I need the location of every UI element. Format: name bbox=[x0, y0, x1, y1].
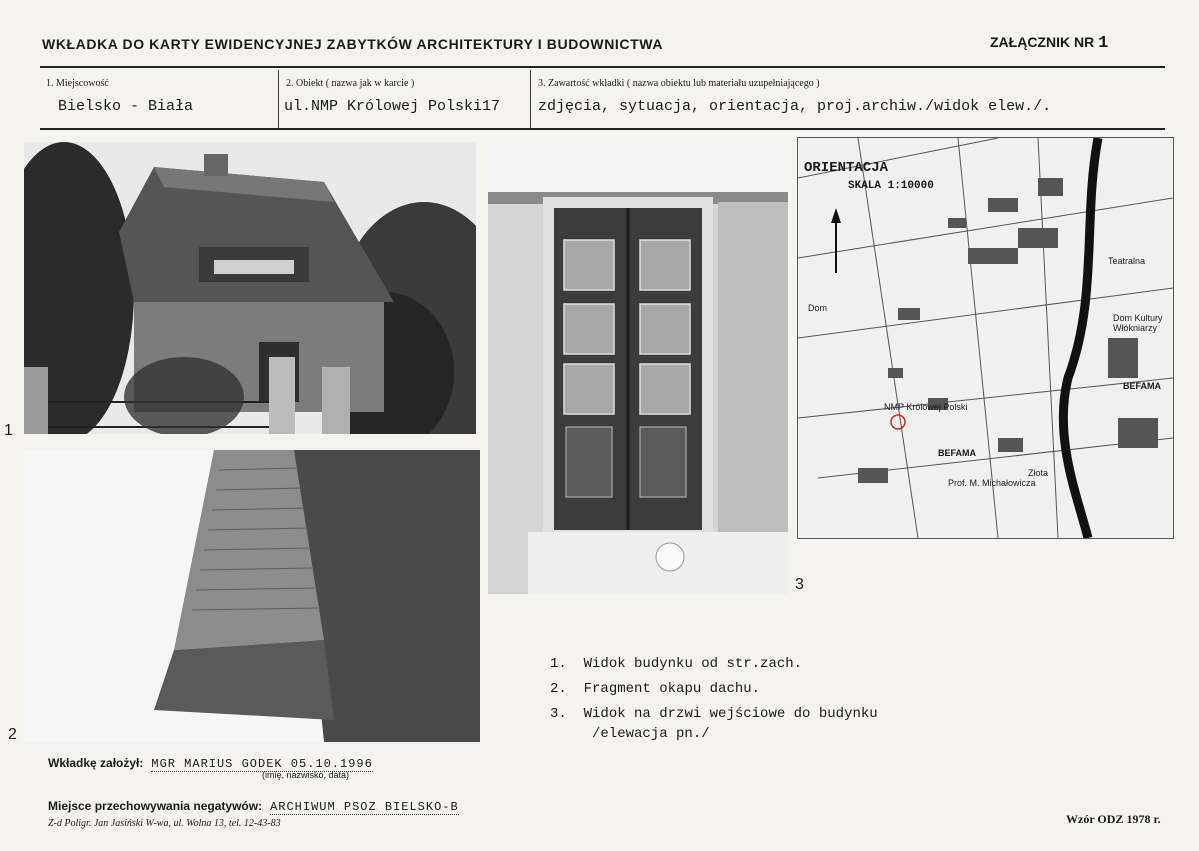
caption-text: Widok budynku od str.zach. bbox=[583, 656, 803, 672]
photo-captions bbox=[550, 652, 878, 741]
printer-info: Z-d Poligr. Jan Jasiński W-wa, ul. Wolna 13, tel. 12-43-83 bbox=[48, 818, 281, 829]
caption-row bbox=[550, 727, 878, 741]
map-label-befama-1: BEFAMA bbox=[1123, 381, 1161, 391]
fields-bottom-rule bbox=[40, 128, 1165, 130]
field-contents bbox=[532, 70, 1165, 128]
top-rule bbox=[40, 66, 1165, 68]
annex-label-text: ZAŁĄCZNIK NR bbox=[990, 34, 1095, 50]
founder-hint: (imię, nazwisko, data) bbox=[262, 770, 350, 780]
photo-entrance-door bbox=[488, 142, 788, 594]
photo-eave-fragment bbox=[24, 450, 480, 742]
storage-line bbox=[48, 797, 459, 815]
caption-row bbox=[550, 677, 878, 702]
map-label-zlota: Złota bbox=[1028, 468, 1049, 478]
annex-number: 1 bbox=[1098, 34, 1109, 53]
map-title: ORIENTACJA bbox=[804, 160, 889, 176]
map-label-befama-2: BEFAMA bbox=[938, 448, 976, 458]
caption-number: 1. bbox=[550, 656, 567, 672]
field-object bbox=[280, 70, 531, 128]
founder-label: Wkładkę założył: bbox=[48, 756, 144, 770]
storage-label: Miejsce przechowywania negatywów: bbox=[48, 799, 263, 813]
field-object-label: 2. Obiekt ( nazwa jak w karcie ) bbox=[286, 78, 415, 89]
map-label-culture-house: Dom Kultury Włókniarzy bbox=[1113, 313, 1163, 333]
caption-row bbox=[550, 702, 878, 727]
founder-value: MGR MARIUS GODEK 05.10.1996 bbox=[151, 757, 373, 771]
photo3-number: 3 bbox=[795, 576, 804, 593]
field-locality-value: Bielsko - Biała bbox=[58, 98, 194, 115]
map-label-teatralna: Teatralna bbox=[1108, 256, 1146, 266]
photo-house-west bbox=[24, 142, 476, 434]
orientation-map bbox=[797, 137, 1174, 539]
annex-label bbox=[990, 34, 1108, 53]
field-locality-label: 1. Miejscowość bbox=[46, 78, 109, 89]
caption-number: 2. bbox=[550, 681, 567, 697]
photo1-number: 1 bbox=[4, 422, 13, 439]
form-title: WKŁADKA DO KARTY EWIDENCYJNEJ ZABYTKÓW ARCHITEKTURY I BUDOWNICTWA bbox=[42, 36, 664, 52]
field-contents-value: zdjęcia, sytuacja, orientacja, proj.archiw./widok elew./. bbox=[538, 98, 1052, 115]
field-object-value: ul.NMP Królowej Polski17 bbox=[284, 98, 501, 115]
caption-text: Fragment okapu dachu. bbox=[583, 681, 761, 697]
caption-row bbox=[550, 652, 878, 677]
map-label-michalowicza: Prof. M. Michałowicza bbox=[948, 478, 1036, 488]
field-contents-label: 3. Zawartość wkładki ( nazwa obiektu lub materiału uzupełniającego ) bbox=[538, 78, 820, 89]
caption-text: Widok na drzwi wejściowe do budynku bbox=[583, 706, 878, 722]
map-label-dom: Dom bbox=[808, 303, 828, 313]
storage-value: ARCHIWUM PSOZ BIELSKO-B bbox=[270, 800, 459, 814]
photo2-number: 2 bbox=[8, 726, 17, 743]
caption-text: /elewacja pn./ bbox=[592, 726, 710, 742]
field-locality bbox=[40, 70, 279, 128]
caption-number: 3. bbox=[550, 706, 567, 722]
map-scale: SKALA 1:10000 bbox=[848, 180, 934, 192]
form-model: Wzór ODZ 1978 r. bbox=[1066, 812, 1161, 826]
map-label-street: NMP Królowej Polski bbox=[884, 402, 968, 412]
